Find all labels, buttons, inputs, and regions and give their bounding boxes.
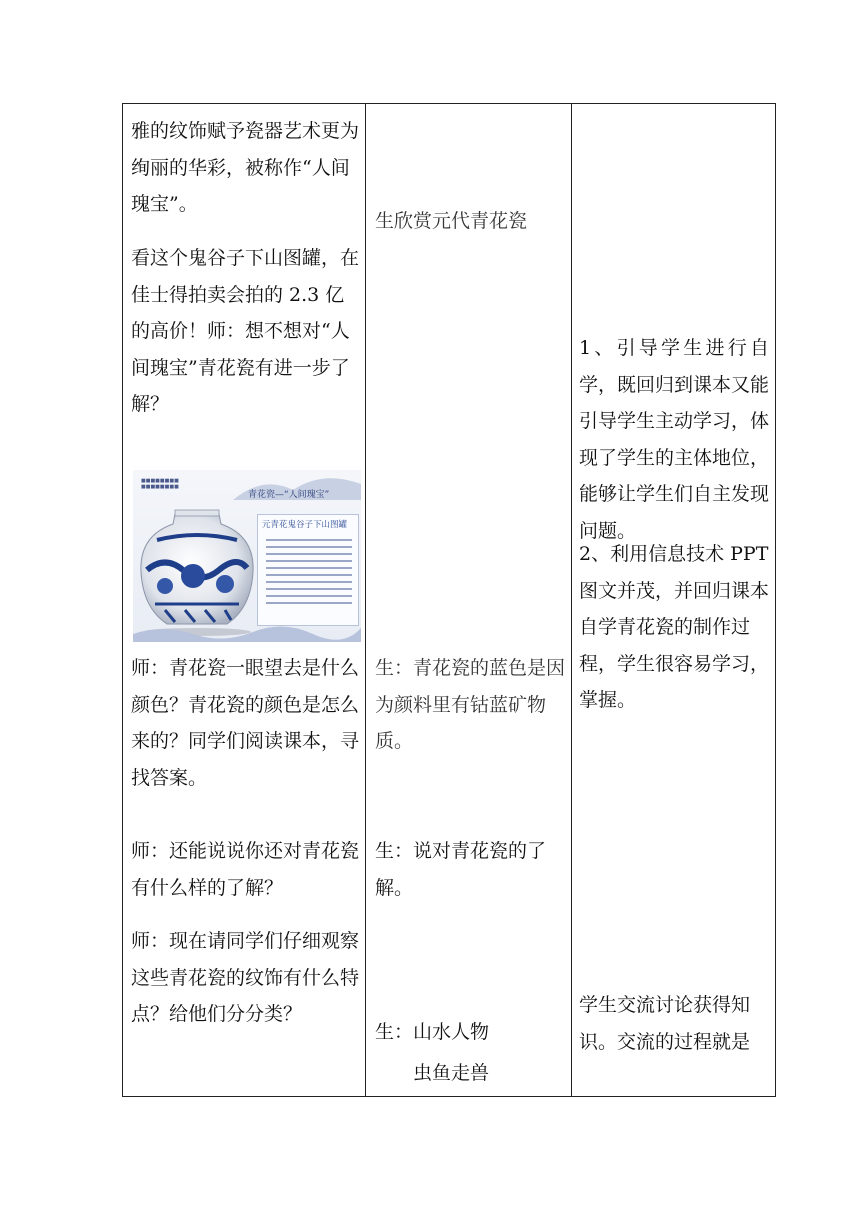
ppt-text-box bbox=[257, 514, 359, 626]
design-intent-self-study: 1、引导学生进行自学，既回归到课本又能引导学生主动学习，体现了学生的主体地位，能够让学生们自主发现问题。 bbox=[579, 337, 770, 542]
design-intent-ppt: 2、利用信息技术 PPT 图文并茂，并回归课本自学青花瓷的制作过程，学生很容易学习，掌握。 bbox=[579, 543, 770, 711]
ppt-text-lines bbox=[266, 539, 352, 609]
lesson-plan-table bbox=[122, 103, 776, 1097]
teacher-text-pattern-question: 师：现在请同学们仔细观察这些青花瓷的纹饰有什么特点？给他们分分类？ bbox=[131, 930, 360, 1025]
student-text-knowledge: 生：说对青花瓷的了解。 bbox=[375, 840, 547, 899]
ppt-caption: 元青花鬼谷子下山图罐 bbox=[262, 520, 348, 530]
student-text-categories-2: 虫鱼走兽 bbox=[413, 1062, 490, 1084]
teacher-text-color-question: 师：青花瓷一眼望去是什么颜色？青花瓷的颜色是怎么来的？同学们阅读课本，寻找答案。 bbox=[131, 657, 360, 789]
student-text-blue-color: 生：青花瓷的蓝色是因为颜料里有钴蓝矿物质。 bbox=[375, 657, 566, 752]
design-intent-discussion: 学生交流讨论获得知识。交流的过程就是 bbox=[579, 994, 751, 1053]
teacher-text-jar: 看这个鬼谷子下山图罐，在佳士得拍卖会拍的 2.3 亿的高价！师：想不想对“人间瑰宝”青花瓷有进一步了解？ bbox=[131, 247, 360, 415]
teacher-text-more-knowledge: 师：还能说说你还对青花瓷有什么样的了解？ bbox=[131, 840, 360, 899]
student-text-categories-1: 生：山水人物 bbox=[375, 1021, 490, 1043]
wave-decoration bbox=[133, 622, 361, 642]
ppt-title: 青花瓷—“人间瑰宝” bbox=[248, 490, 330, 500]
ppt-slide-image bbox=[133, 470, 361, 642]
student-text-appreciate: 生欣赏元代青花瓷 bbox=[375, 210, 528, 232]
column-divider-2 bbox=[571, 104, 572, 1096]
column-divider-1 bbox=[365, 104, 366, 1096]
porcelain-jar-icon bbox=[135, 500, 259, 636]
ppt-logo: ■■■■■■■■ ■■■■■■■■ bbox=[141, 478, 179, 490]
teacher-text-intro: 雅的纹饰赋予瓷器艺术更为绚丽的华彩，被称作“人间瑰宝”。 bbox=[131, 120, 360, 215]
